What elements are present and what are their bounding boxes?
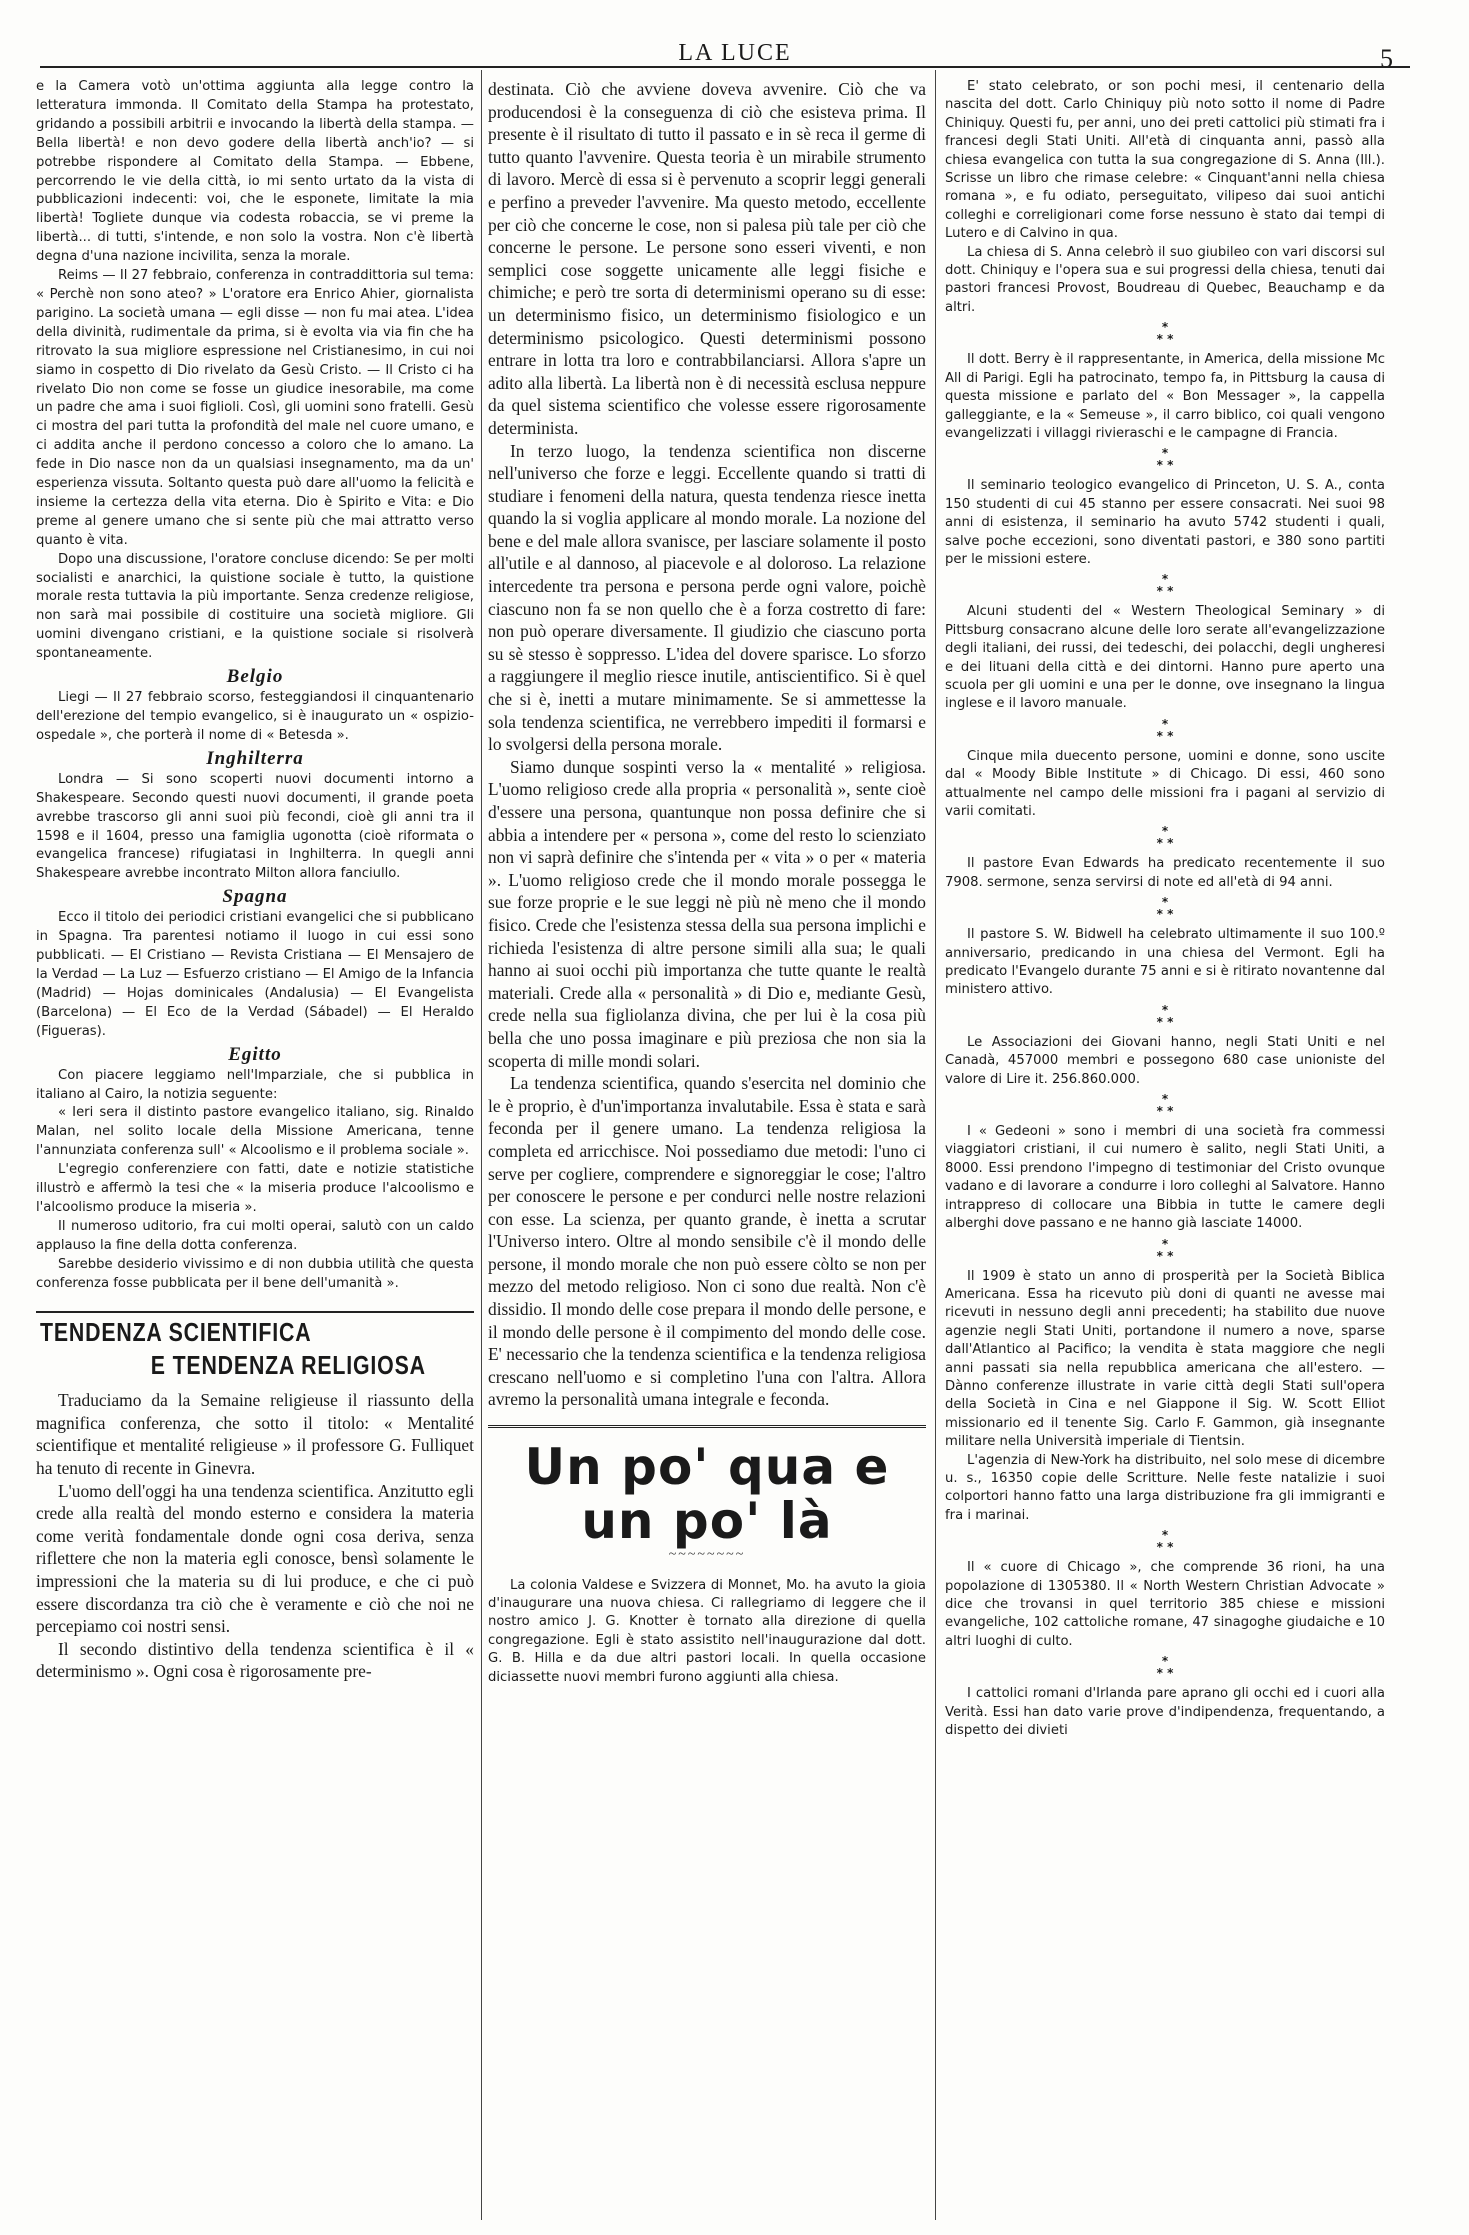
banner-ornament: ~~~~~~~~ bbox=[668, 1547, 746, 1563]
title-rule bbox=[36, 1311, 474, 1313]
news-item: Il pastore Evan Edwards ha predicato recentemente il suo 7908. sermone, senza servirsi di note ed all'età di 94 anni. bbox=[945, 856, 1385, 890]
news-item: La chiesa di S. Anna celebrò il suo giubileo con vari discorsi sul dott. Chiniquy e l'opera sua e sui progressi della chiesa, tenuti dai pastori francesi Provost, Boudreau di Quebec, Beauchamp e da altri. bbox=[945, 244, 1385, 315]
separator-asterisks: * * * bbox=[1156, 320, 1174, 347]
article-paragraph: Traduciamo da la Semaine religieuse il riassunto della magnifica conferenza, che sotto il titolo: « Mentalité scientifique et mentalité religieuse » il professore G. Fulliquet ha tenuto di recente in Ginevra. bbox=[36, 1390, 474, 1479]
article-paragraph: L'uomo dell'oggi ha una tendenza scientifica. Anzitutto egli crede alla realtà del mondo esterno e considera la materia come verità fondamentale donde ogni cosa deriva, senza riflettere che non la materia egli conosce, bensì solamente le impressioni che la materia su di lui produce, e che ci può essere discordanza tra ciò che è veramente e ciò che noi ne percepiamo coi nostri sensi. bbox=[36, 1480, 474, 1637]
header-rule bbox=[40, 66, 1410, 68]
article-paragraph: Sarebbe desiderio vivissimo e di non dubbia utilità che questa conferenza fosse pubblicata per il bene dell'umanità ». bbox=[36, 1256, 474, 1291]
separator-asterisks: * * * bbox=[1156, 446, 1174, 473]
column-middle bbox=[488, 78, 926, 1687]
article-paragraph: Liegi — Il 27 febbraio scorso, festeggiandosi il cinquantenario dell'erezione del tempio evangelico, si è inaugurato un « ospizio-ospedale », che porterà il nome di « Betesda ». bbox=[36, 690, 474, 743]
article-paragraph: Il secondo distintivo della tendenza scientifica è il « determinismo ». Ogni cosa è rigorosamente pre- bbox=[36, 1638, 474, 1682]
news-item: La colonia Valdese e Svizzera di Monnet, Mo. ha avuto la gioia d'inaugurare una nuova chiesa. Ci rallegriamo di leggere che il nostro amico J. G. Knotter è tornato alla direzione di quella congregazione. Egli è stato assistito nell'inaugurazione dal dott. G. B. Hilla e da due altri pastori locali. In quella occasione diciassette nuovi membri furono aggiunti alla chiesa. bbox=[488, 1577, 926, 1685]
separator-asterisks: * * * bbox=[1156, 572, 1174, 599]
article-paragraph: In terzo luogo, la tendenza scientifica non discerne nell'universo che forze e leggi. Eccellente quando si tratti di studiare i fenomeni della natura, questa tendenza riesce inetta quando la si voglia applicare al mondo morale. La nozione del bene e del male allora svanisce, per lasciare solamente il posto all'utile e al dannoso, al piacevole e al doloroso. La relazione intercedente tra persona e persona perde ogni valore, poichè ciascuno non fa se non quello che è a forza costretto di fare: non può operare diversamente. Il giudizio che ciascuno porta su sè stesso è soppresso. L'idea del dovere sparisce. Lo sforzo a raggiungere il meglio riesce inutile, antiscientifico. Si è quel che si è, inetti a mutare minimamente. Se si ammettesse la sola tendenza scientifica, ne verrebbero impediti il formarsi e lo svolgersi della persona morale. bbox=[488, 440, 926, 755]
masthead-title: LA LUCE bbox=[678, 40, 792, 66]
column-divider-left bbox=[481, 70, 482, 2220]
separator-asterisks: * * * bbox=[1156, 1002, 1174, 1029]
section-heading-inghilterra: Inghilterra bbox=[206, 747, 304, 769]
separator-asterisks: * * * bbox=[1156, 1092, 1174, 1119]
article-paragraph: « Ieri sera il distinto pastore evangelico italiano, sig. Rinaldo Malan, nel solito locale della Missione Americana, tenne l'annunziata conferenza sull' « Alcoolismo e il problema sociale ». bbox=[36, 1105, 474, 1159]
column-divider-right bbox=[935, 70, 936, 2220]
section-heading-belgio: Belgio bbox=[226, 666, 284, 688]
section-heading-spagna: Spagna bbox=[222, 886, 288, 908]
separator-asterisks: * * * bbox=[1156, 895, 1174, 922]
article-body bbox=[36, 1389, 474, 1683]
news-item: I « Gedeoni » sono i membri di una società fra commessi viaggiatori cristiani, il cui numero è salito, negli Stati Uniti, a 8000. Essi prendono l'impegno di testimoniar del Cristo ovunque vadano e di lavorare a condurre i loro colleghi al Salvatore. Hanno intrappreso di collocare una Bibbia in tutte le camere degli alberghi dove passano e ne hanno già lasciate 14000. bbox=[945, 1124, 1385, 1232]
article-paragraph: Siamo dunque sospinti verso la « mentalité » religiosa. L'uomo religioso crede alla propria « personalità », sente cioè d'essere una persona, quantunque non possa definire che si abbia a intendere per « persona », come del resto lo scienziato non vi saprà definire che s'intenda per « vita » o per « materia ». L'uomo religioso crede che il mondo morale possegga le sue forze proprie e le sue leggi nè più nè meno che il mondo fisico. Crede che l'esistenza stessa della sua persona implichi e richieda l'esistenza di altre persone simili alla sua; le quali hanno ai suoi occhi più importanza che tutte quante le realtà materiali. Crede alla « personalità » di Dio e, mediante Gesù, crede nella sua figliolanza divina, che per lui è la cosa più bella che uno possa imaginare e più preziosa che non sia la scoperta di mille mondi solari. bbox=[488, 756, 926, 1071]
article-title-block bbox=[36, 1311, 474, 1381]
news-item: Il dott. Berry è il rappresentante, in America, della missione Mc All di Parigi. Egli ha patrocinato, tempo fa, in Pittsburg la causa di questa missione e parlato del « Bon Messager », la cappella galleggiante, e la « Semeuse », il carro biblico, coi quali vengono evangelizzati i villaggi rivieraschi e le campagne di Francia. bbox=[945, 352, 1385, 441]
article-paragraph: e la Camera votò un'ottima aggiunta alla legge contro la letteratura immonda. Il Comitato della Stampa ha protestato, gridando a possibili arbitrii e invocando la libertà della stampa. — Bella libertà! e non devo godere della libertà anch'io? — si potrebbe rispondere al Comitato della Stampa. — Ebbene, percorrendo le vie della città, io mi sento urtato da la vista di pubblicazioni indecenti: voi, che le esponete, limitate la mia libertà! Togliete dunque via codesta robaccia, se vi preme la libertà... di tutti, s'intende, e non solo la vostra. Non c'è libertà degna d'una nazione incivilita, senza la morale. bbox=[36, 79, 474, 265]
banner-title: Un po' qua e un po' là bbox=[524, 1438, 890, 1551]
news-item: Il seminario teologico evangelico di Princeton, U. S. A., conta 150 studenti di cui 45 stanno per essere consacrati. Nei suoi 98 anni di esistenza, il seminario ha avuto 5742 studenti i quali, salve poche eccezioni, sono diventati pastori, e 380 sono partiti per le missioni estere. bbox=[945, 478, 1385, 567]
news-item: L'agenzia di New-York ha distribuito, nel solo mese di dicembre u. s., 16350 copie delle Scritture. Nelle feste natalizie i suoi colportori hanno fatto una larga distribuzione fra gli immigranti e fra i marinai. bbox=[945, 1452, 1385, 1523]
article-title-line-2: E TENDENZA RELIGIOSA bbox=[150, 1350, 426, 1381]
article-paragraph: Londra — Si sono scoperti nuovi documenti intorno a Shakespeare. Secondo questi nuovi documenti, il grande poeta avrebbe trascorso gli anni suoi più fecondi, cioè gli anni tra il 1598 e il 1604, presso una famiglia ugonotta (cioè riformata o evangelica francese) rifugiatasi in Inghilterra. In quegli anni Shakespeare avrebbe incontrato Milton allora fanciullo. bbox=[36, 771, 474, 882]
news-item: Cinque mila duecento persone, uomini e donne, sono uscite dal « Moody Bible Institute » di Chicago. Di essi, 460 sono attualmente nel campo delle missioni fra i pagani al servizio di varii comitati. bbox=[945, 748, 1385, 819]
article-paragraph: Il numeroso uditorio, fra cui molti operai, salutò con un caldo applauso la fine della dotta conferenza. bbox=[36, 1218, 474, 1253]
separator-asterisks: * * * bbox=[1156, 824, 1174, 851]
article-paragraph: Ecco il titolo dei periodici cristiani evangelici che si pubblicano in Spagna. Tra parentesi notiamo il luogo in cui essi sono pubblicati. — El Cristiano — Revista Cristiana — El Mensajero de la Verdad — La Luz — Esfuerzo cristiano — El Amigo de la Infancia (Madrid) — Hojas dominicales (Andalusia) — El Evangelista (Barcelona) — El Eco de la Verdad (Sábadel) — El Heraldo (Figueras). bbox=[36, 910, 474, 1039]
column-left bbox=[36, 78, 474, 1683]
article-title-line-1: TENDENZA SCIENTIFICA bbox=[40, 1317, 312, 1348]
column-right bbox=[945, 78, 1385, 1740]
article-paragraph: La tendenza scientifica, quando s'esercita nel dominio che le è proprio, è d'un'importanza invalutabile. Essa è stata e sarà feconda per il genere umano. La tendenza religiosa la completa ed arricchisce. Noi possediamo due metodi: l'uno ci serve per cogliere, comprendere e signoreggiar le cose; l'altro per conoscere le persone e per condurci nelle nostre relazioni con esse. La scienza, per quanto grande, è inetta a scrutar l'Universo intero. Oltre al mondo sensibile c'è il mondo delle persone, il mondo morale che non può essere còlto se non per mezzo del metodo religioso. Non ci sono due realtà. Non c'è dissidio. Il mondo delle cose prepara il mondo delle persone, e il mondo delle persone è il compimento del mondo delle cose. E' necessario che la tendenza scientifica e la tendenza religiosa crescano nell'uomo e si completino l'una con l'altra. Allora avremo la personalità umana integrale e feconda. bbox=[488, 1073, 926, 1410]
section-heading-egitto: Egitto bbox=[228, 1043, 282, 1065]
separator-asterisks: * * * bbox=[1156, 1528, 1174, 1555]
news-item: Il « cuore di Chicago », che comprende 36 rioni, ha una popolazione di 1305380. Il « North Western Christian Advocate » dice che trovansi in quel territorio 385 chiese e missioni evangeliche, 102 cattoliche romane, 47 sinagoghe giudaiche e 10 altri luoghi di culto. bbox=[945, 1560, 1385, 1649]
news-item: Le Associazioni dei Giovani hanno, negli Stati Uniti e nel Canadà, 457000 membri e possegono 680 case unioniste del valore di Lire it. 256.860.000. bbox=[945, 1034, 1385, 1087]
article-paragraph: L'egregio conferenziere con fatti, date e notizie statistiche illustrò e affermò la tesi che « la miseria produce l'alcoolismo e l'alcoolismo produce la miseria ». bbox=[36, 1162, 474, 1215]
article-paragraph: destinata. Ciò che avviene doveva avvenire. Ciò che va producendosi è la conseguenza di ciò che esisteva prima. Il presente è il risultato di tutto il passato e in sè reca il germe di tutto quanto l'avvenire. Questa teoria è un mirabile strumento di lavoro. Mercè di essa si è pervenuto a scoprir leggi generali e perfino a preveder l'avvenire. Ma questo metodo, eccellente per ciò che concerne le cose, non si palesa più tale per ciò che concerne le persone. Le persone sono esseri viventi, e non semplici cose soggette unicamente alle leggi fisiche e chimiche; e però tre sorta di determinismi operano su di esse: un determinismo fisico, un determinismo fisiologico e un determinismo psicologico. Questi determinismi possono entrare in lotta tra loro e contrabbilanciarsi. Allora s'apre un adito alla libertà. La libertà non è di necessità esclusa neppure da quel sistema scientifico che volesse essere rigorosamente deterministа. bbox=[488, 79, 926, 438]
section-banner bbox=[488, 1425, 926, 1567]
article-paragraph: Dopo una discussione, l'oratore concluse dicendo: Se per molti socialisti e anarchici, la quistione sociale è tutto, la quistione morale resta tuttavia la più importante. Senza credenze religiose, non sarà mai possibile di costituire una società migliore. Gli uomini divengano cristiani, e la quistione sociale si risolverà spontaneamente. bbox=[36, 551, 474, 662]
separator-asterisks: * * * bbox=[1156, 716, 1174, 743]
news-item: I cattolici romani d'Irlanda pare aprano gli occhi ed i cuori alla Verità. Essi han dato varie prove d'indipendenza, frequentando, a dispetto dei divieti bbox=[945, 1686, 1385, 1739]
news-item: Il pastore S. W. Bidwell ha celebrato ultimamente il suo 100.º anniversario, predicando in una chiesa del Vermont. Egli ha predicato l'Evangelo durante 75 anni e si è ritirato novantenne dal ministero attivo. bbox=[945, 927, 1385, 998]
news-item: Alcuni studenti del « Western Theological Seminary » di Pittsburg consacrano alcune delle loro serate all'evangelizzazione degli italiani, dei russi, dei tedeschi, dei polacchi, degli ungheresi e dei lituani della città e dei dintorni. Hanno pure aperto una scuola per gli uomini e una per le donne, ove insegnano la lingua inglese e il lavoro manuale. bbox=[945, 604, 1385, 712]
news-block bbox=[488, 1577, 926, 1687]
page-number: 5 bbox=[1380, 44, 1393, 73]
news-item: E' stato celebrato, or son pochi mesi, il centenario della nascita del dott. Carlo Chiniquy più noto sotto il nome di Padre Chiniquy. Questi fu, per anni, uno dei preti cattolici più stimati fra i francesi degli Stati Uniti. All'età di cinquanta anni, passò alla chiesa evangelica con tutta la sua congregazione di S. Anna (Ill.). Scrisse un libro che rimase celebre: « Cinquant'anni nella chiesa romana », e fu odiato, perseguitato, vilipeso dai suoi antichi colleghi e correligionari come forse nessuno è stato dai tempi di Lutero e di Calvino in qua. bbox=[945, 79, 1385, 242]
separator-asterisks: * * * bbox=[1156, 1654, 1174, 1681]
article-paragraph: Con piacere leggiamo nell'Imparziale, che si pubblica in italiano al Cairo, la notizia seguente: bbox=[36, 1067, 474, 1102]
news-item: Il 1909 è stato un anno di prosperità per la Società Biblica Americana. Essa ha ricevuto più doni di quanti ne avesse mai ricevuti in nessuno degli anni precedenti; ha stabilito due nuove agenzie negli Stati Uniti, portandone il numero a nove, sparse dall'Atlantico al Pacifico; la vendita è stata maggiore che negli anni passati sia nella repubblica americana che all'estero. — Dànno conferenze illustrate in varie città degli Stati sull'opera della Società in Cina e nel Giappone il Sig. W. Scott Elliot missionario ed il tenente Sig. Carlo F. Gammon, già insegnante militare nella Università imperiale di Tientsin. bbox=[945, 1268, 1385, 1450]
article-paragraph: Reims — Il 27 febbraio, conferenza in contraddittoria sul tema: « Perchè non sono ateo? » L'oratore era Enrico Ahier, giornalista parigino. La società umana — egli disse — non fu mai atea. L'idea della divinità, rudimentale da prima, si è evolta via via fin che ha ritrovato la sua migliore espressione nel Cristianesimo, in cui noi siamo in cospetto di Dio rivelato da Gesù Cristo. — Il Cristo ci ha rivelato Dio non come se fosse un giudice inesorabile, ma come un padre che ama i suoi figlioli. Così, gli uomini sono fratelli. Gesù ci mostra del pari tutta la profondità del male nel cuore umano, e ci addita anche il perdono concesso a coloro che lo amano. La fede in Dio nasce non da un qualsiasi insegnamento, ma da un' esperienza vissuta. Soltanto questa può dare all'uomo la felicità e insieme la certezza della vita eterna. Dio è Spirito e Vita: e Dio preme al genere umano che si sente più che mai attratto verso quanto è vita. bbox=[36, 268, 474, 548]
separator-asterisks: * * * bbox=[1156, 1236, 1174, 1263]
